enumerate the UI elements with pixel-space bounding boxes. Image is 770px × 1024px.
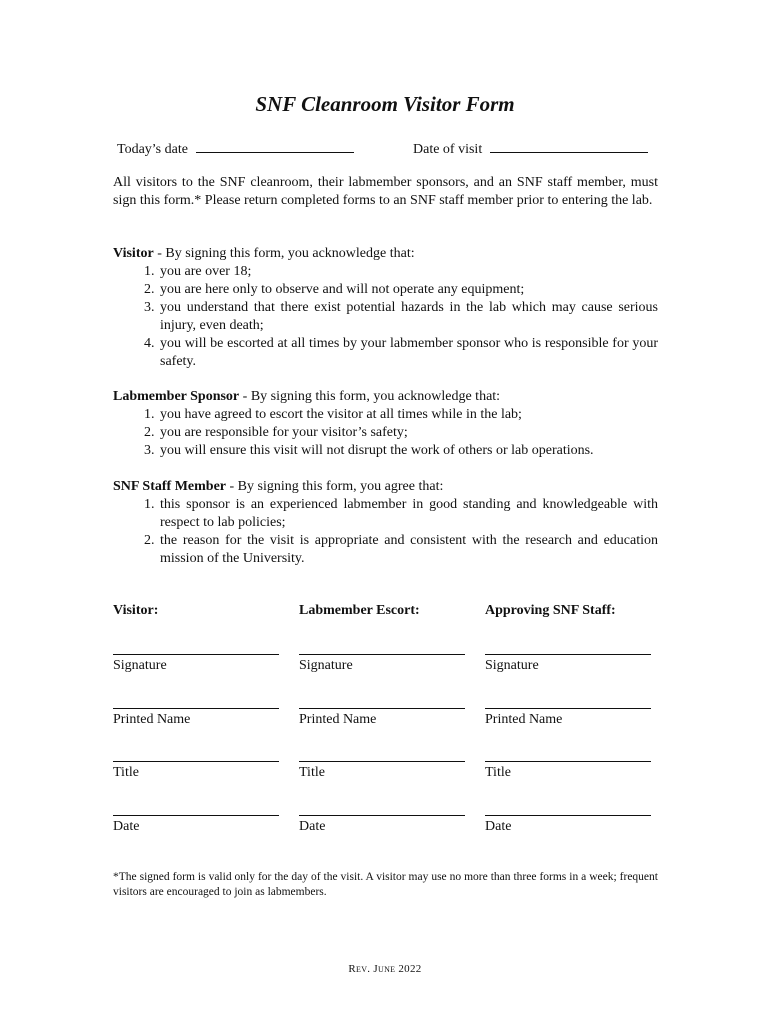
signature-line[interactable] — [485, 708, 651, 709]
field-label: Date — [485, 819, 512, 834]
staff-signature-column — [485, 602, 651, 834]
field-label: Title — [113, 765, 139, 780]
todays-date-field — [117, 138, 354, 158]
visitor-heading: Visitor — [113, 246, 154, 261]
footnote: *The signed form is valid only for the day of the visit. A visitor may use no more than three forms in a week; frequent visitors are encouraged to join as labmembers. — [113, 871, 658, 898]
field-label: Date — [299, 819, 326, 834]
signature-field[interactable] — [485, 654, 651, 674]
sponsor-section — [113, 388, 658, 460]
list-item: 1. you have agreed to escort the visitor at all times while in the lab; — [158, 406, 658, 424]
field-label: Title — [485, 765, 511, 780]
visitor-signature-column — [113, 602, 279, 834]
printed-name-field[interactable] — [113, 708, 279, 728]
sponsor-list — [113, 406, 658, 460]
list-item: 2. you are responsible for your visitor’s safety; — [158, 424, 658, 442]
page-title: SNF Cleanroom Visitor Form — [255, 92, 515, 116]
printed-name-field[interactable] — [485, 708, 651, 728]
field-label: Printed Name — [485, 712, 563, 727]
sponsor-heading: Labmember Sponsor — [113, 389, 240, 404]
visitor-lead — [113, 245, 658, 263]
signature-line[interactable] — [485, 654, 651, 655]
title-field[interactable] — [299, 761, 465, 781]
title-field[interactable] — [113, 761, 279, 781]
todays-date-blank[interactable] — [196, 138, 354, 153]
field-label: Date — [113, 819, 140, 834]
signature-line[interactable] — [113, 815, 279, 816]
escort-signature-column — [299, 602, 465, 834]
list-item: 3. you understand that there exist potential hazards in the lab which may cause serious injury, even death; — [158, 299, 658, 335]
signature-line[interactable] — [299, 708, 465, 709]
signature-line[interactable] — [113, 761, 279, 762]
field-label: Printed Name — [113, 712, 191, 727]
signature-field[interactable] — [113, 654, 279, 674]
date-field[interactable] — [299, 815, 465, 835]
field-label: Printed Name — [299, 712, 377, 727]
date-of-visit-blank[interactable] — [490, 138, 648, 153]
title-field[interactable] — [485, 761, 651, 781]
revision-note: Rev. June 2022 — [348, 963, 422, 975]
field-label: Signature — [299, 658, 353, 673]
visitor-column-heading: Visitor: — [113, 603, 159, 618]
signature-line[interactable] — [113, 654, 279, 655]
intro-paragraph: All visitors to the SNF cleanroom, their labmember sponsors, and an SNF staff member, must sign this form.* Please return completed forms to an SNF staff member prior to entering the lab. — [113, 175, 658, 208]
staff-section — [113, 478, 658, 568]
printed-name-field[interactable] — [299, 708, 465, 728]
visitor-list — [113, 263, 658, 371]
staff-list — [113, 496, 658, 568]
list-item: 3. you will ensure this visit will not disrupt the work of others or lab operations. — [158, 442, 658, 460]
signature-line[interactable] — [299, 654, 465, 655]
staff-lead-text: - By signing this form, you agree that: — [226, 479, 444, 494]
todays-date-label: Today’s date — [117, 142, 188, 157]
list-item: 1. you are over 18; — [158, 263, 658, 281]
signature-line[interactable] — [299, 815, 465, 816]
signature-line[interactable] — [485, 761, 651, 762]
signature-field[interactable] — [299, 654, 465, 674]
escort-column-heading: Labmember Escort: — [299, 603, 420, 618]
signature-line[interactable] — [113, 708, 279, 709]
staff-column-heading: Approving SNF Staff: — [485, 603, 616, 618]
list-item: 2. the reason for the visit is appropriate and consistent with the research and education mission of the University. — [158, 532, 658, 568]
date-of-visit-field — [413, 138, 648, 158]
signature-line[interactable] — [485, 815, 651, 816]
list-item: 4. you will be escorted at all times by your labmember sponsor who is responsible for your safety. — [158, 335, 658, 371]
date-field[interactable] — [113, 815, 279, 835]
field-label: Signature — [485, 658, 539, 673]
staff-heading: SNF Staff Member — [113, 479, 227, 494]
staff-lead — [113, 478, 658, 496]
field-label: Signature — [113, 658, 167, 673]
list-item: 2. you are here only to observe and will not operate any equipment; — [158, 281, 658, 299]
date-field[interactable] — [485, 815, 651, 835]
signature-line[interactable] — [299, 761, 465, 762]
date-of-visit-label: Date of visit — [413, 142, 483, 157]
visitor-lead-text: - By signing this form, you acknowledge that: — [153, 246, 415, 261]
visitor-section — [113, 245, 658, 371]
field-label: Title — [299, 765, 325, 780]
sponsor-lead — [113, 388, 658, 406]
list-item: 1. this sponsor is an experienced labmember in good standing and knowledgeable with respect to lab policies; — [158, 496, 658, 532]
sponsor-lead-text: - By signing this form, you acknowledge that: — [239, 389, 501, 404]
